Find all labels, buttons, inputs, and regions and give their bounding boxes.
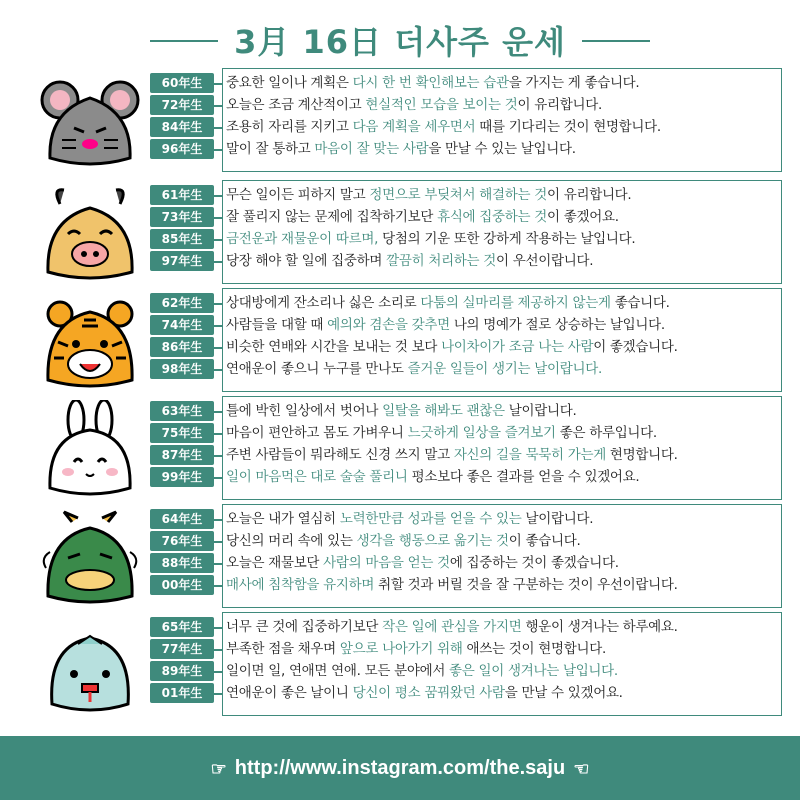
fortune-text [226,116,661,138]
fortune-text [226,138,576,160]
badge-connector [214,83,222,85]
fortune-text [226,508,593,530]
highlighted-text: 노력한만큼 성과를 얻을 수 있는 [339,511,522,527]
badge-connector [214,477,222,479]
fortune-row [150,184,790,206]
fortune-text [226,400,576,422]
badge-connector [214,347,222,349]
fortune-text [226,638,606,660]
plain-text: 을 가지는 게 좋습니다. [508,75,640,91]
plain-text: 나의 명예가 절로 상승하는 날입니다. [449,317,665,333]
fortune-group [0,288,800,392]
highlighted-text: 느긋하게 일상을 즐겨보기 [407,425,556,441]
highlighted-text: 사람의 마음을 얻는 것 [323,555,450,571]
birth-year-badge: 99年生 [150,467,214,487]
birth-year-badge: 77年生 [150,639,214,659]
birth-year-badge: 63年生 [150,401,214,421]
fortune-text [226,616,678,638]
birth-year-badge: 72年生 [150,95,214,115]
plain-text: 사람들을 대할 때 [226,317,328,333]
plain-text: 조용히 자리를 지키고 [226,119,353,135]
plain-text: 이 우선이랍니다. [496,253,594,269]
badge-connector [214,563,222,565]
fortune-text [226,94,602,116]
plain-text: 부족한 점을 채우며 [226,641,340,657]
birth-year-badge: 61年生 [150,185,214,205]
plain-text: 현명합니다. [605,447,678,463]
plain-text: 이 유리합니다. [546,187,632,203]
highlighted-text: 즐거운 일들이 생기는 날이랍니다. [407,361,602,377]
fortune-row [150,138,790,160]
header [0,18,800,66]
plain-text: 상대방에게 잔소리나 싫은 소리로 [226,295,421,311]
fortune-row [150,508,790,530]
badge-connector [214,217,222,219]
fortune-row [150,616,790,638]
plain-text: 행운이 생겨나는 하루예요. [521,619,678,635]
fortune-row [150,72,790,94]
birth-year-badge: 74年生 [150,315,214,335]
birth-year-badge: 01年生 [150,683,214,703]
fortune-row [150,336,790,358]
plain-text: 에 집중하는 것이 좋겠습니다. [449,555,619,571]
ox-icon [38,184,142,284]
fortune-group [0,68,800,172]
fortune-text [226,206,619,228]
tiger-icon [38,292,142,392]
fortune-text [226,682,623,704]
highlighted-text: 다시 한 번 확인해보는 습관 [352,75,509,91]
highlighted-text: 당신이 평소 꿈꿔왔던 사람 [352,685,505,701]
highlighted-text: 마음이 잘 맞는 사람 [314,141,429,157]
birth-year-badge: 97年生 [150,251,214,271]
plain-text: 때를 기다리는 것이 현명합니다. [475,119,661,135]
plain-text: 당첨의 기운 또한 강하게 작용하는 날입니다. [378,231,636,247]
plain-text: 이 좋겠습니다. [593,339,678,355]
fortune-row [150,682,790,704]
birth-year-badge: 76年生 [150,531,214,551]
highlighted-text: 금전운과 재물운이 따르며, [226,231,379,247]
plain-text: 날이랍니다. [521,511,594,527]
highlighted-text: 자신의 길을 묵묵히 가는게 [453,447,606,463]
birth-year-badge: 88年生 [150,553,214,573]
rabbit-icon [38,400,142,500]
birth-year-badge: 85年生 [150,229,214,249]
fortune-row [150,250,790,272]
fortune-text [226,72,639,94]
plain-text: 너무 큰 것에 집중하기보단 [226,619,383,635]
rat-icon [38,72,142,172]
plain-text: 일이면 일, 연애면 연애. 모든 분야에서 [226,663,450,679]
fortune-row [150,94,790,116]
fortune-row [150,422,790,444]
plain-text: 오늘은 내가 열심히 [226,511,340,527]
dragon-icon [38,508,142,608]
plain-text: 잘 풀리지 않는 문제에 집착하기보단 [226,209,438,225]
highlighted-text: 정면으로 부딪쳐서 해결하는 것 [369,187,547,203]
fortune-row [150,552,790,574]
fortune-text [226,358,602,380]
highlighted-text: 현실적인 모습을 보이는 것 [365,97,518,113]
highlighted-text: 예의와 겸손을 갖추면 [327,317,450,333]
highlighted-text: 다툼의 실마리를 제공하지 않는게 [420,295,611,311]
fortune-text [226,574,678,596]
fortune-text [226,660,618,682]
badge-connector [214,127,222,129]
fortune-row [150,400,790,422]
plain-text: 을 만날 수 있는 날입니다. [428,141,576,157]
plain-text: 취할 것과 버릴 것을 잘 구분하는 것이 우선이랍니다. [374,577,678,593]
badge-connector [214,627,222,629]
pointing-left-hand-icon: ☜ [573,758,590,779]
highlighted-text: 생각을 행동으로 옮기는 것 [356,533,509,549]
badge-connector [214,105,222,107]
birth-year-badge: 89年生 [150,661,214,681]
plain-text: 무슨 일이든 피하지 말고 [226,187,370,203]
fortune-row [150,638,790,660]
fortune-row [150,358,790,380]
fortune-row [150,314,790,336]
badge-connector [214,411,222,413]
birth-year-badge: 64年生 [150,509,214,529]
snake-icon [38,616,142,716]
fortune-text [226,336,678,358]
badge-connector [214,671,222,673]
birth-year-badge: 86年生 [150,337,214,357]
page-title: 3月 16日 더사주 운세 [234,23,566,61]
badge-connector [214,649,222,651]
fortune-row [150,228,790,250]
fortune-text [226,466,639,488]
badge-connector [214,455,222,457]
highlighted-text: 나이차이가 조금 나는 사람 [441,339,594,355]
plain-text: 당신의 머리 속에 있는 [226,533,357,549]
plain-text: 이 유리합니다. [517,97,602,113]
plain-text: 을 만날 수 있겠어요. [504,685,623,701]
fortune-text [226,184,631,206]
title-right-rule [582,40,650,42]
badge-connector [214,433,222,435]
badge-connector [214,149,222,151]
fortune-row [150,574,790,596]
instagram-url[interactable]: http://www.instagram.com/the.saju [234,757,566,779]
plain-text: 애쓰는 것이 현명합니다. [462,641,606,657]
plain-text: 이 좋겠어요. [547,209,619,225]
badge-connector [214,195,222,197]
fortune-row [150,116,790,138]
fortune-group [0,504,800,608]
plain-text: 마음이 편안하고 몸도 가벼우니 [226,425,408,441]
badge-connector [214,325,222,327]
highlighted-text: 다음 계획을 세우면서 [352,119,476,135]
plain-text: 날이랍니다. [504,403,577,419]
plain-text: 좋습니다. [610,295,670,311]
highlighted-text: 깔끔히 처리하는 것 [386,253,497,269]
fortune-text [226,228,635,250]
highlighted-text: 앞으로 나아가기 위해 [339,641,463,657]
fortune-row [150,206,790,228]
plain-text: 비슷한 연배와 시간을 보내는 것 보다 [226,339,442,355]
birth-year-badge: 96年生 [150,139,214,159]
fortune-row [150,660,790,682]
fortune-row [150,444,790,466]
plain-text: 이 좋습니다. [508,533,581,549]
birth-year-badge: 87年生 [150,445,214,465]
fortune-group [0,612,800,716]
fortune-text [226,444,678,466]
fortune-row [150,292,790,314]
badge-connector [214,519,222,521]
birth-year-badge: 60年生 [150,73,214,93]
fortune-row [150,466,790,488]
highlighted-text: 작은 일에 관심을 가지면 [382,619,522,635]
plain-text: 틀에 박힌 일상에서 벗어나 [226,403,383,419]
plain-text: 연애운이 좋은 날이니 [226,685,353,701]
badge-connector [214,541,222,543]
fortune-text [226,314,665,336]
footer-bar [0,736,800,800]
fortune-text [226,530,580,552]
plain-text: 연애운이 좋으니 누구를 만나도 [226,361,408,377]
birth-year-badge: 75年生 [150,423,214,443]
pointing-right-hand-icon: ☞ [210,758,227,779]
birth-year-badge: 84年生 [150,117,214,137]
birth-year-badge: 98年生 [150,359,214,379]
fortune-text [226,552,619,574]
footer-link-row[interactable] [0,736,800,801]
plain-text: 중요한 일이나 계획은 [226,75,353,91]
birth-year-badge: 65年生 [150,617,214,637]
highlighted-text: 좋은 일이 생겨나는 날입니다. [449,663,618,679]
highlighted-text: 매사에 침착함을 유지하며 [226,577,375,593]
highlighted-text: 일탈을 해봐도 괜찮은 [382,403,505,419]
fortune-group [0,396,800,500]
birth-year-badge: 00年生 [150,575,214,595]
highlighted-text: 휴식에 집중하는 것 [437,209,547,225]
fortune-text [226,250,593,272]
fortune-text [226,292,670,314]
plain-text: 오늘은 조금 계산적이고 [226,97,366,113]
plain-text: 오늘은 재물보단 [226,555,324,571]
birth-year-badge: 62年生 [150,293,214,313]
badge-connector [214,303,222,305]
plain-text: 주변 사람들이 뭐라해도 신경 쓰지 말고 [226,447,454,463]
birth-year-badge: 73年生 [150,207,214,227]
plain-text: 좋은 하루입니다. [555,425,657,441]
fortune-group [0,180,800,284]
highlighted-text: 일이 마음먹은 대로 술술 풀리니 [226,469,408,485]
badge-connector [214,239,222,241]
fortune-text [226,422,657,444]
plain-text: 말이 잘 통하고 [226,141,315,157]
badge-connector [214,693,222,695]
fortune-row [150,530,790,552]
badge-connector [214,585,222,587]
badge-connector [214,369,222,371]
badge-connector [214,261,222,263]
plain-text: 당장 해야 할 일에 집중하며 [226,253,387,269]
plain-text: 평소보다 좋은 결과를 얻을 수 있겠어요. [407,469,640,485]
